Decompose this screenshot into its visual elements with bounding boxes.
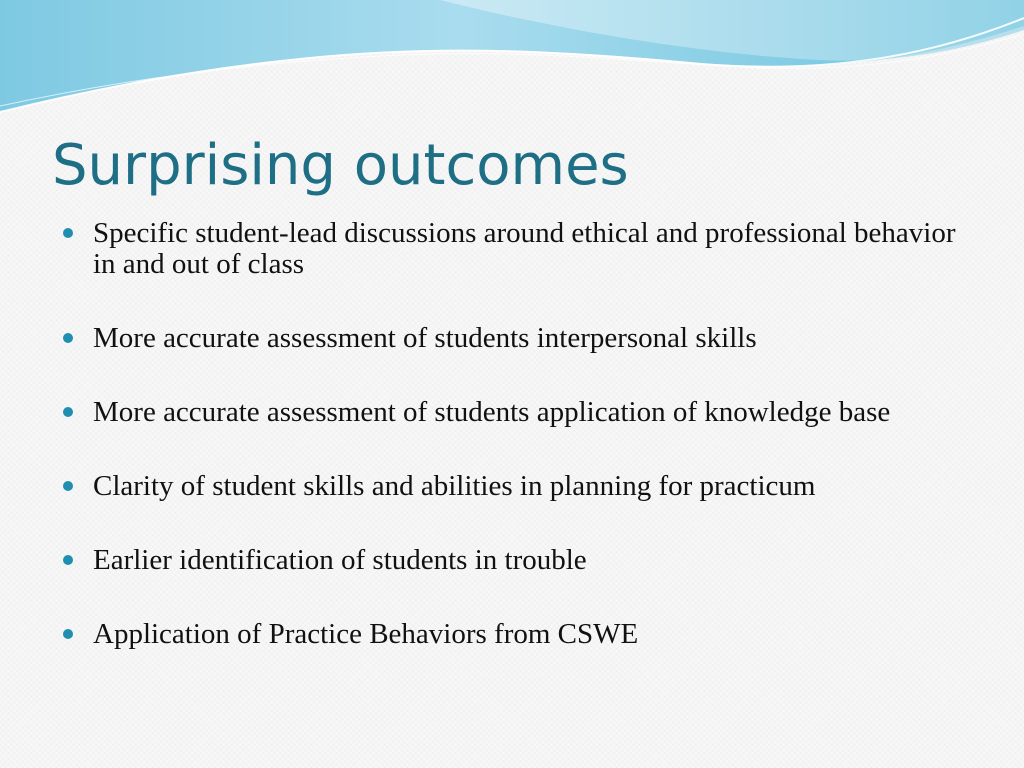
bullet-text: Application of Practice Behaviors from CSWE (93, 618, 639, 650)
bullet-text: Earlier identification of students in trouble (93, 544, 587, 576)
bullet-dot-icon (63, 629, 73, 639)
bullet-list (60, 218, 960, 693)
bullet-text: More accurate assessment of students interpersonal skills (93, 322, 757, 354)
bullet-dot-icon (63, 555, 73, 565)
bullet-text: More accurate assessment of students application of knowledge base (93, 396, 891, 428)
bullet-text: Clarity of student skills and abilities in planning for practicum (93, 470, 816, 502)
bullet-dot-icon (63, 481, 73, 491)
bullet-item (60, 218, 960, 280)
bullet-dot-icon (63, 407, 73, 417)
bullet-text: Specific student-lead discussions around ethical and professional behavior in and out of class (93, 217, 956, 280)
bullet-item (60, 397, 960, 428)
bullet-dot-icon (63, 228, 73, 238)
bullet-item (60, 471, 960, 502)
bullet-dot-icon (63, 333, 73, 343)
bullet-item (60, 323, 960, 354)
slide-title: Surprising outcomes (52, 133, 629, 198)
header-wave-decoration (0, 0, 1024, 120)
bullet-item (60, 545, 960, 576)
bullet-item (60, 619, 960, 650)
